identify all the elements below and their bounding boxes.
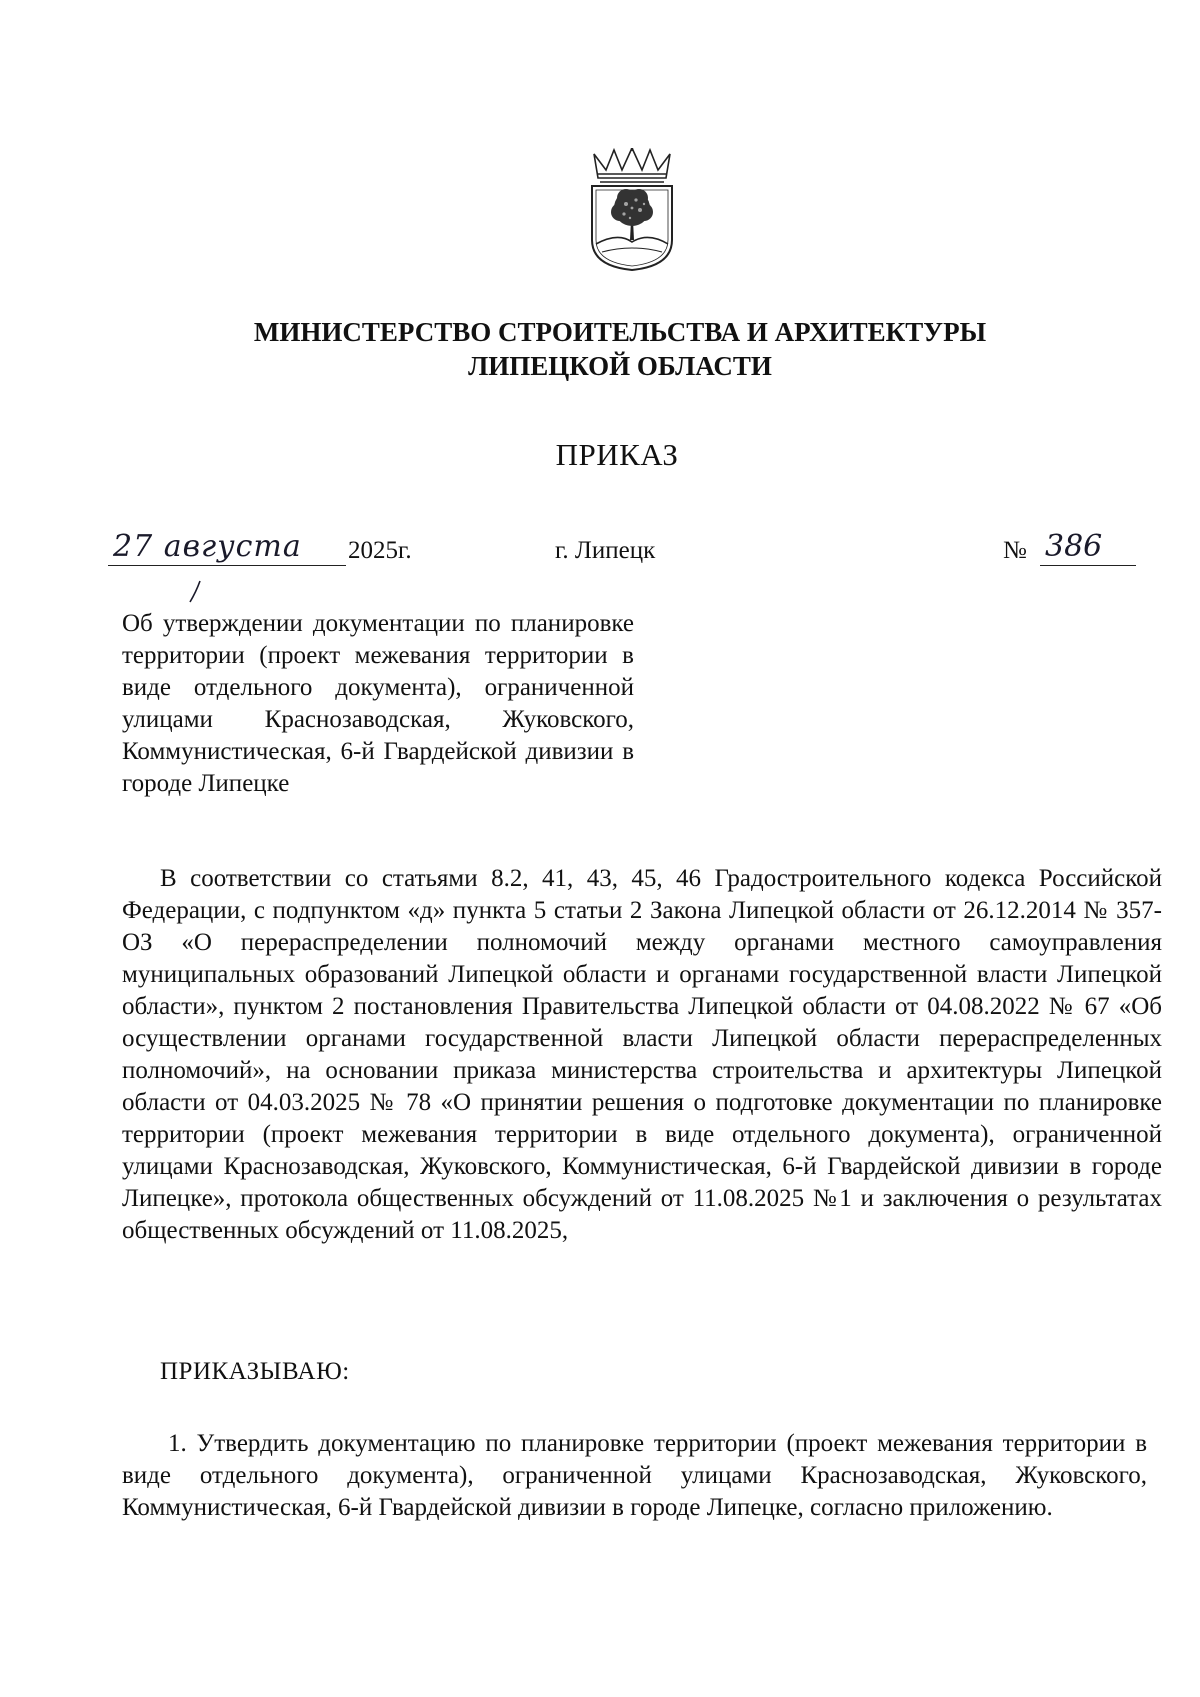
document-subject: Об утверждении документации по планировке территории (проект межевания территории в виде отдельного документа), ограниченной улицами Краснозаводская, Жуковского, Коммунистическая, 6-й Гвардейской дивизии в городе Липецке	[122, 610, 634, 797]
date-underline	[108, 565, 346, 566]
date-number-row	[0, 529, 1200, 575]
ministry-name-line2: ЛИПЕЦКОЙ ОБЛАСТИ	[468, 351, 772, 381]
document-city: г. Липецк	[555, 537, 656, 564]
handwritten-number: 386	[1045, 529, 1103, 564]
coat-of-arms-icon	[588, 148, 676, 272]
number-sign: №	[1003, 537, 1027, 564]
ministry-name-line1: МИНИСТЕРСТВО СТРОИТЕЛЬСТВА И АРХИТЕКТУРЫ	[253, 317, 987, 347]
order-word: ПРИКАЗЫВАЮ:	[160, 1358, 350, 1385]
handwritten-date: 27 августа	[113, 529, 302, 564]
order-item-1: 1. Утвердить документацию по планировке территории (проект межевания территории в виде отдельного документа), ограниченной улицами Краснозаводская, Жуковского, Коммунистическая, 6-й Гвардейской дивизии в городе Липецке, согласно приложению.	[122, 1430, 1147, 1521]
number-underline	[1040, 565, 1136, 566]
document-type-title: ПРИКАЗ	[555, 437, 679, 472]
handwriting-stroke-icon	[186, 580, 204, 606]
preamble-paragraph: В соответствии со статьями 8.2, 41, 43, 45, 46 Градостроительного кодекса Российской Федерации, с подпунктом «д» пункта 5 статьи 2 Закона Липецкой области от 26.12.2014 № 357-ОЗ «О перераспределении полномочий между органами местного самоуправления муниципальных образований Липецкой области и органами государственной власти Липецкой области», пунктом 2 постановления Правительства Липецкой области от 04.08.2022 № 67 «Об осуществлении органами государственной власти Липецкой области перераспределенных полномочий», на основании приказа министерства строительства и архитектуры Липецкой области от 04.03.2025 № 78 «О принятии решения о подготовке документации по планировке территории (проект межевания территории в виде отдельного документа), ограниченной улицами Краснозаводская, Жуковского, Коммунистическая, 6-й Гвардейской дивизии в городе Липецке», протокола общественных обсуждений от 11.08.2025 №1 и заключения о результатах общественных обсуждений от 11.08.2025,	[122, 865, 1162, 1244]
document-year: 2025г.	[348, 537, 412, 564]
